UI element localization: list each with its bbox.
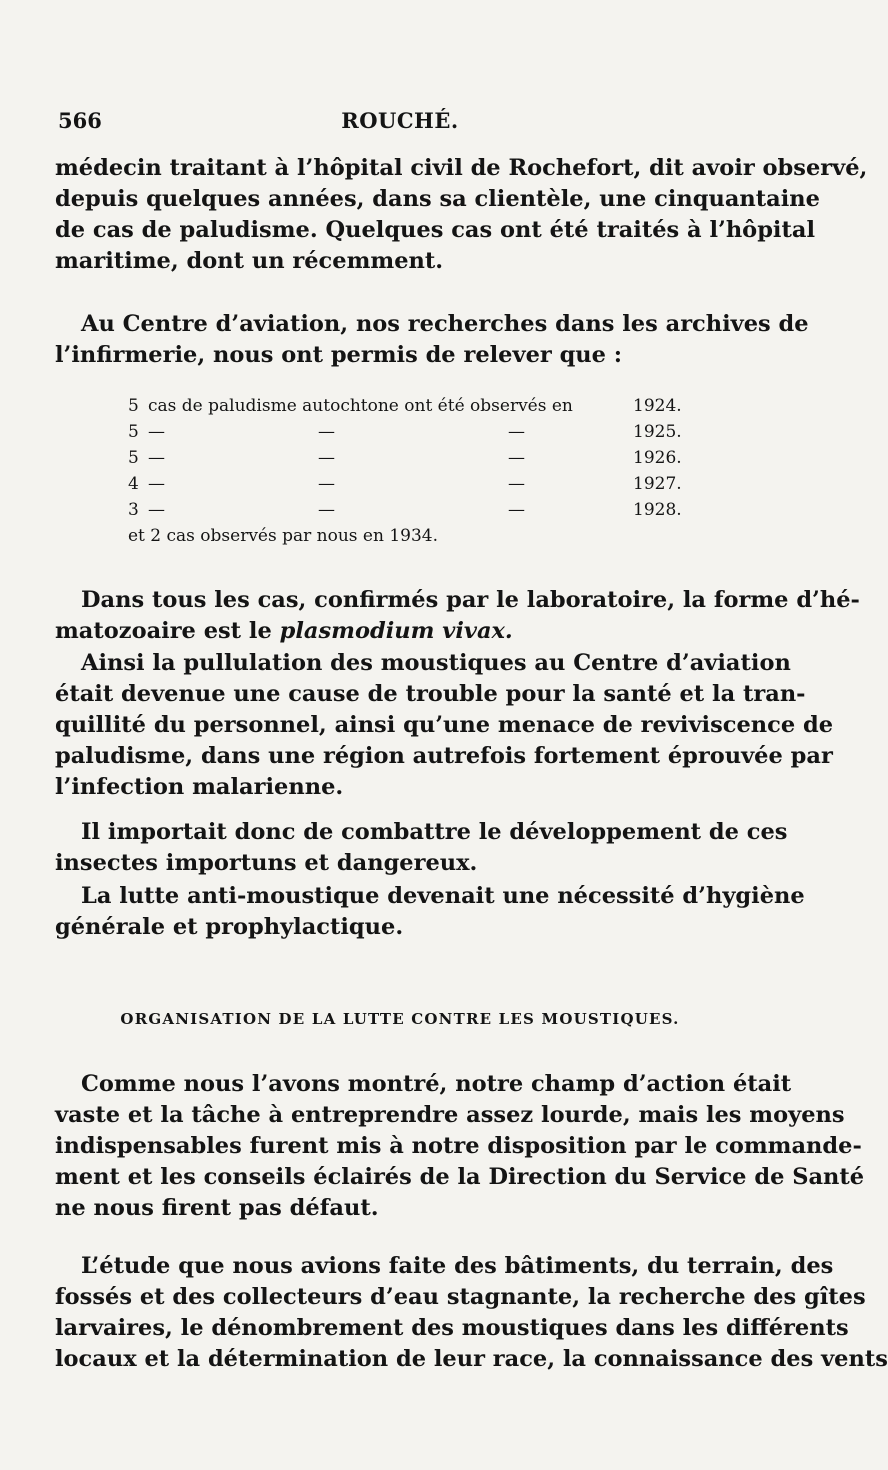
text-line: ment et les conseils éclairés de la Direction du Service de Santé: [55, 1164, 865, 1190]
text-fragment: matozoaire est le: [55, 618, 272, 644]
paragraph-4: [55, 648, 834, 803]
cases-table: [128, 393, 728, 549]
case-count: 4: [128, 474, 139, 494]
paragraph-6: [55, 881, 805, 943]
case-count: 5: [128, 448, 139, 468]
cases-row: [128, 393, 728, 419]
cases-row: [128, 445, 728, 471]
text-line: Comme nous l’avons montré, notre champ d’action était: [81, 1071, 792, 1097]
ditto-mark: —: [318, 448, 335, 468]
ditto-mark: —: [148, 448, 165, 468]
text-line: fossés et des collecteurs d’eau stagnante, la recherche des gîtes: [55, 1284, 866, 1310]
text-line: maritime, dont un récemment.: [55, 248, 444, 274]
cases-footer-text: et 2 cas observés par nous en 1934.: [128, 526, 439, 546]
cases-row: [128, 471, 728, 497]
text-line: était devenue une cause de trouble pour la santé et la tran-: [55, 681, 806, 707]
text-line: L’étude que nous avions faite des bâtiments, du terrain, des: [81, 1253, 834, 1279]
text-line: depuis quelques années, dans sa clientèle, une cinquantaine: [55, 186, 820, 212]
text-line: larvaires, le dénombrement des moustiques dans les différents: [55, 1315, 849, 1341]
ditto-mark: —: [148, 474, 165, 494]
text-line: l’infirmerie, nous ont permis de relever que :: [55, 342, 623, 368]
paragraph-2: [55, 309, 809, 371]
ditto-mark: —: [318, 474, 335, 494]
ditto-mark: —: [148, 500, 165, 520]
case-count: 5: [128, 422, 139, 442]
ditto-mark: —: [508, 448, 525, 468]
ditto-mark: —: [318, 500, 335, 520]
case-year: 1926.: [633, 448, 682, 468]
case-year: 1927.: [633, 474, 682, 494]
ditto-mark: —: [318, 422, 335, 442]
case-description: cas de paludisme autochtone ont été observés en: [148, 396, 573, 416]
case-count: 5: [128, 396, 139, 416]
text-line: Ainsi la pullulation des moustiques au Centre d’aviation: [81, 650, 791, 676]
paragraph-8: [55, 1251, 888, 1375]
paragraph-3: [55, 585, 860, 647]
paragraph-5: [55, 817, 788, 879]
text-line: [55, 616, 755, 647]
text-line: générale et prophylactique.: [55, 914, 404, 940]
text-line: ne nous firent pas défaut.: [55, 1195, 379, 1221]
cases-row: [128, 497, 728, 523]
cases-footer: [128, 523, 728, 549]
text-line: quillité du personnel, ainsi qu’une menace de reviviscence de: [55, 712, 834, 738]
ditto-mark: —: [508, 500, 525, 520]
text-line: Au Centre d’aviation, nos recherches dans les archives de: [81, 311, 809, 337]
text-line: locaux et la détermination de leur race, la connaissance des vents: [55, 1346, 888, 1372]
text-line: insectes importuns et dangereux.: [55, 850, 478, 876]
text-line: l’infection malarienne.: [55, 774, 344, 800]
species-name: plasmodium vivax.: [279, 618, 513, 644]
section-title: ORGANISATION DE LA LUTTE CONTRE LES MOUSTIQUES.: [120, 1010, 680, 1028]
text-line: La lutte anti-moustique devenait une nécessité d’hygiène: [81, 883, 805, 909]
text-line: médecin traitant à l’hôpital civil de Rochefort, dit avoir observé,: [55, 155, 868, 181]
cases-row: [128, 419, 728, 445]
ditto-mark: —: [508, 422, 525, 442]
running-head: ROUCHÉ.: [341, 108, 459, 133]
text-line: Il importait donc de combattre le développement de ces: [81, 819, 788, 845]
text-line: de cas de paludisme. Quelques cas ont été traités à l’hôpital: [55, 217, 815, 243]
case-year: 1924.: [633, 396, 682, 416]
text-line: vaste et la tâche à entreprendre assez lourde, mais les moyens: [55, 1102, 845, 1128]
case-year: 1925.: [633, 422, 682, 442]
ditto-mark: —: [508, 474, 525, 494]
paragraph-1: [55, 153, 868, 277]
case-count: 3: [128, 500, 139, 520]
text-line: indispensables furent mis à notre disposition par le commande-: [55, 1133, 862, 1159]
text-line: Dans tous les cas, confirmés par le laboratoire, la forme d’hé-: [81, 587, 860, 613]
case-year: 1928.: [633, 500, 682, 520]
paragraph-7: [55, 1069, 865, 1224]
page-number: 566: [58, 108, 102, 133]
ditto-mark: —: [148, 422, 165, 442]
page-header: [58, 108, 742, 138]
text-line: paludisme, dans une région autrefois fortement éprouvée par: [55, 743, 833, 769]
